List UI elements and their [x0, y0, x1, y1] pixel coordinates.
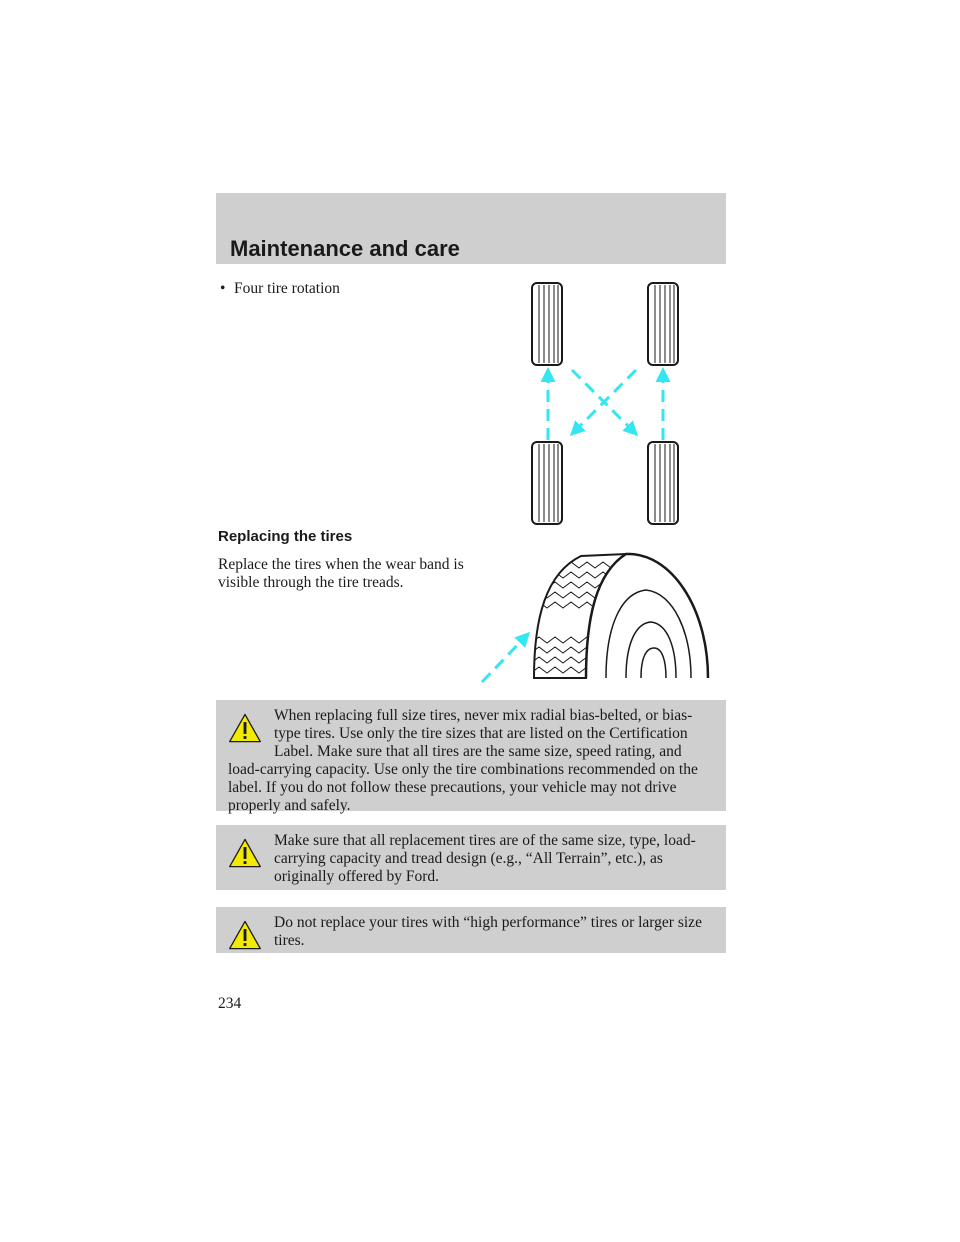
- tire-front-right: [648, 283, 678, 365]
- tire-rear-right: [648, 442, 678, 524]
- warning-text: When replacing full size tires, never mix radial bias-belted, or bias-type tires. Use only the tire sizes that are listed on the Certification Label. Make sure that all tires are the same size, speed rating, and load-carrying capacity. Use only the tire combinations recommended on the label. If you do not follow these precautions, your vehicle may not drive properly and safely.: [228, 707, 698, 814]
- warning-triangle-icon: [228, 918, 262, 952]
- replacing-tires-text: Replace the tires when the wear band is visible through the tire treads.: [218, 556, 464, 591]
- tire-front-left: [532, 283, 562, 365]
- warning-box-replacement-specs: [216, 825, 726, 890]
- warning-triangle-icon: [228, 836, 262, 870]
- tire-rear-left: [532, 442, 562, 524]
- wear-band-pointer-arrow: [482, 634, 528, 682]
- section-title: Maintenance and care: [230, 236, 460, 261]
- tire-wear-band-illustration: [476, 548, 716, 688]
- warning-box-high-performance: [216, 907, 726, 953]
- replacing-tires-heading: Replacing the tires: [218, 528, 353, 545]
- page-number: 234: [218, 995, 242, 1012]
- warning-triangle-icon: [228, 711, 262, 745]
- tire-rotation-diagram: [520, 278, 700, 526]
- bullet-marker: •: [220, 280, 226, 297]
- warning-text: Do not replace your tires with “high performance” tires or larger size tires.: [274, 914, 702, 949]
- rotation-bullet-item: [220, 280, 340, 298]
- rotation-label: Four tire rotation: [234, 280, 340, 297]
- warning-text: Make sure that all replacement tires are of the same size, type, load-carrying capacity and tread design (e.g., “All Terrain”, etc.), as originally offered by Ford.: [274, 832, 696, 885]
- warning-box-mixing-tires: [216, 700, 726, 814]
